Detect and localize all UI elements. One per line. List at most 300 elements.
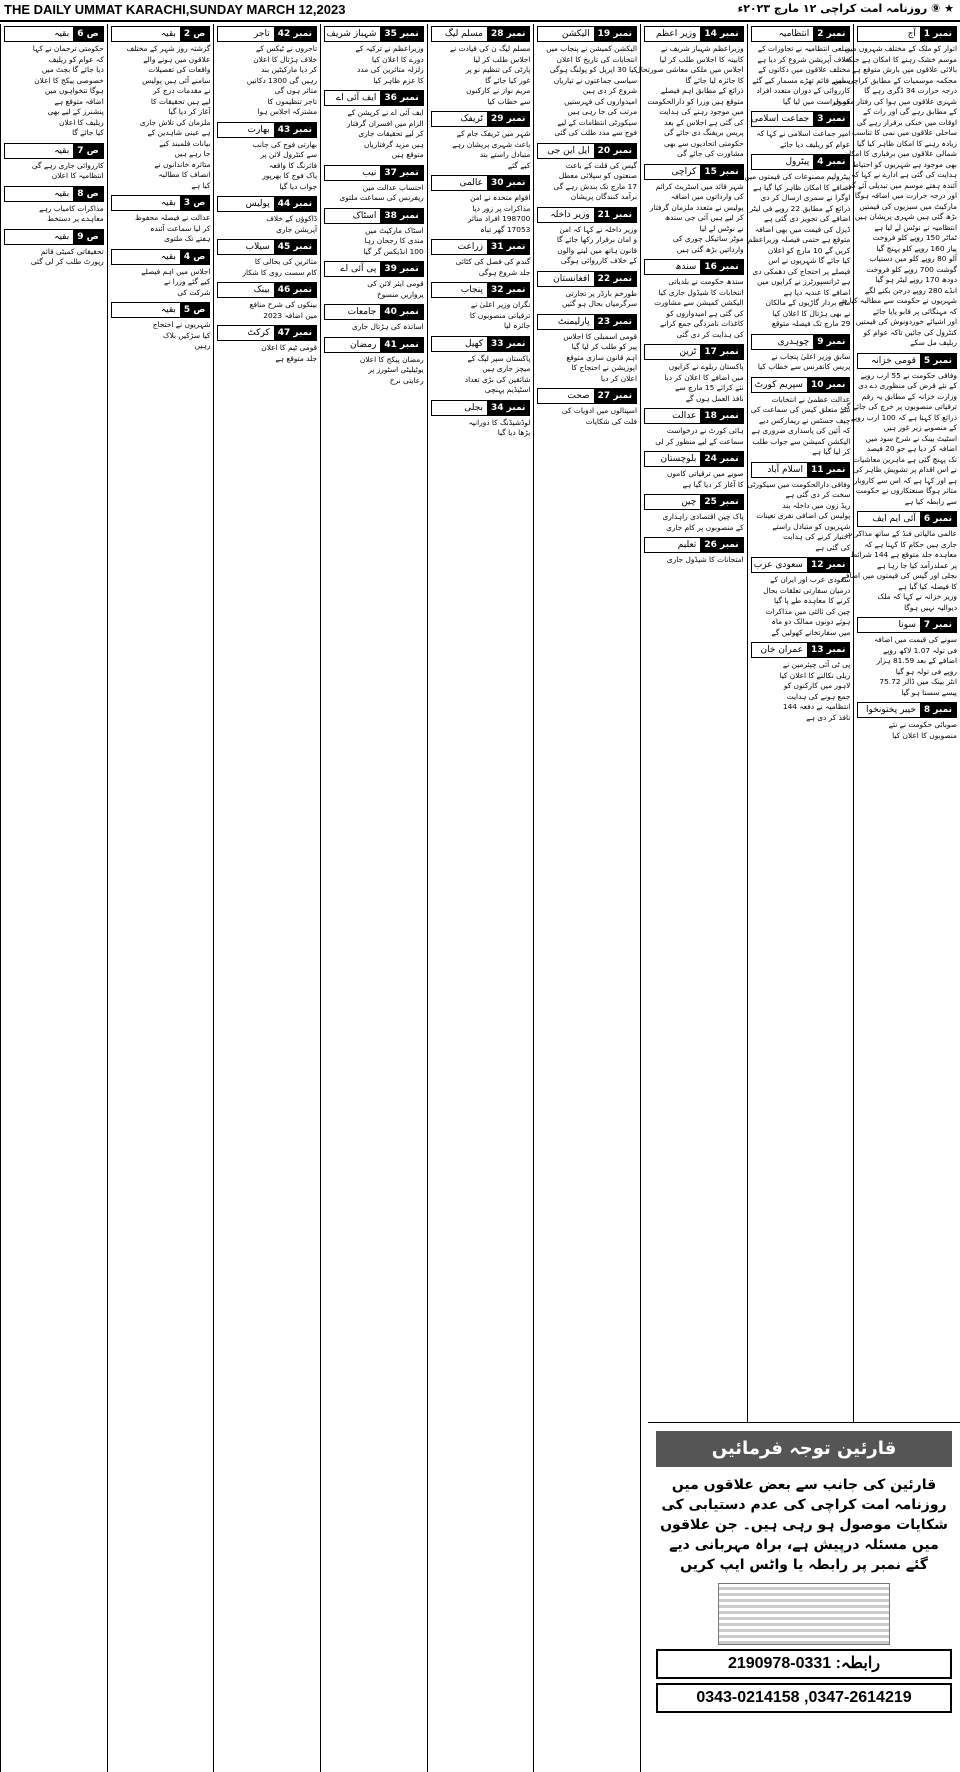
news-item-body <box>751 352 851 373</box>
news-text-line: نے اس اقدام پر تشویش ظاہر کی <box>853 465 957 474</box>
news-text-line: ہے عینی شاہدین کے <box>147 128 211 137</box>
ad-text: قارئین کی جانب سے بعض علاقوں میں روزنامہ امت کراچی کی عدم دستیابی کی شکایات موصول ہو رہی ہیں۔ جن علاقوں میں مسئلہ درپیش ہے، براہ مہربانی دیے گئے نمبر پر رابطہ یا واٹس ایپ کریں <box>660 1477 948 1573</box>
news-item-heading: افغانستان <box>553 273 590 284</box>
news-item-heading: ٹریفک <box>460 114 484 124</box>
news-text-line: اسٹیٹ بینک نے شرح سود میں <box>865 433 957 443</box>
news-text-line: اجلاس میں ملکی معاشی صورتحال <box>635 65 744 74</box>
news-text-line: بالائی علاقوں میں بارش متوقع ہے <box>852 65 957 74</box>
news-item-number: نمبر 14 <box>700 27 742 41</box>
news-text-line: 29 مارچ تک فیصلہ متوقع <box>771 319 851 328</box>
news-item <box>431 111 531 171</box>
news-text-line: غور کیا جائے گا <box>485 75 531 85</box>
news-text-line: سندھ حکومت نے بلدیاتی <box>668 277 744 286</box>
news-item-heading: پولیس <box>245 199 270 209</box>
news-item-body <box>4 161 104 182</box>
news-text-line: ایف آئی اے نے کرپشن کے <box>347 108 424 117</box>
news-item-heading: عمران خان <box>760 645 803 655</box>
news-text-line: پاکستان ریلوے نے کرایوں <box>668 362 744 371</box>
news-text-line: ریلیف کا اعلان <box>59 117 104 127</box>
news-item <box>537 143 637 203</box>
news-text-line: متوقع ہیں وزرا کو دارالحکومت <box>647 96 744 106</box>
news-item-body <box>537 225 637 267</box>
news-item-header <box>324 165 424 181</box>
news-text-line: میں سفارتخانے کھولیں گے <box>771 627 851 637</box>
news-text-line: 17053 گھر تباہ <box>480 224 531 234</box>
news-text-line: تک پہنچ گئی ہے ماہرین معاشیات <box>852 454 957 464</box>
news-item-header <box>4 26 104 42</box>
news-text-line: سیکورٹی انتظامات کے لیے <box>557 117 638 127</box>
news-item <box>217 239 317 278</box>
news-text-line: اساتذہ کی ہڑتال جاری <box>351 322 424 331</box>
news-text-line: پریس بریفنگ دی جائے گی <box>663 128 744 137</box>
news-text-line: کارروائی کے دوران متعدد افراد <box>756 86 851 95</box>
news-item-header <box>857 353 957 369</box>
news-text-line: پیٹرولیم مصنوعات کی قیمتوں میں <box>744 172 851 181</box>
news-item-header <box>431 26 531 42</box>
news-text-line: بڑھا دیا گیا <box>497 428 531 437</box>
news-text-line: اسٹاک مارکیٹ میں <box>365 225 424 235</box>
news-text-line: پولیس نے متعدد ملزمان گرفتار <box>649 202 744 212</box>
news-item <box>751 557 851 638</box>
news-text-line: سرگرمیاں بحال ہو گئیں <box>562 299 638 308</box>
news-text-line: امیدواروں کی فہرستیں <box>564 96 638 106</box>
news-text-line: میں موجود رہنے کی ہدایت <box>659 107 744 116</box>
news-text-line: و امان برقرار رکھا جائے گا <box>556 235 638 244</box>
news-text-line: کابینہ کا اجلاس طلب کر لیا <box>659 54 744 64</box>
news-item-heading: پنجاب <box>460 285 484 295</box>
news-item-body <box>431 418 531 439</box>
news-text-line: جلد متوقع ہے <box>275 353 318 363</box>
news-text-line: چین کی ثالثی میں مذاکرات <box>765 606 851 616</box>
news-text-line: نئے کرائے 15 مارچ سے <box>675 383 744 392</box>
news-item-heading: بجلی <box>464 402 484 413</box>
news-text-line: تحقیقاتی کمیٹی قائم <box>40 246 104 256</box>
news-text-line: پر عملدرآمد کیا جا رہا ہے <box>877 560 957 570</box>
news-text-line: علاقوں میں ہونے والے <box>143 54 211 64</box>
news-item-number: نمبر 19 <box>594 27 636 41</box>
news-item <box>833 26 957 349</box>
news-item-body <box>644 182 744 256</box>
news-item-heading: بقیہ <box>54 231 70 242</box>
news-text-line: فائرنگ کا واقعہ <box>268 160 318 170</box>
news-text-line: وزارت خزانہ کے مطابق یہ رقم <box>861 391 957 401</box>
news-item-heading: وزیر اعظم <box>656 29 697 39</box>
news-text-line: متوقع ہیں <box>391 150 424 159</box>
news-text-line: کہ آئین کی پاسداری ضروری ہے <box>751 426 851 435</box>
news-item-heading: الیکشن <box>561 29 590 39</box>
news-item-heading: سعودی عرب <box>753 560 803 570</box>
news-item-header <box>644 494 744 510</box>
news-text-line: باعث شہری پریشان رہے <box>452 139 531 149</box>
news-text-line: انٹر بینک میں ڈالر 75.72 <box>879 677 957 686</box>
news-text-line: کیا ہے <box>191 180 211 190</box>
news-text-line: ڈاکوؤں کے خلاف <box>266 214 318 223</box>
news-item-body <box>635 44 744 160</box>
news-item-header <box>857 511 957 527</box>
news-item <box>537 271 637 310</box>
news-text-line: صوبائی حکومت نے نئے <box>888 720 957 729</box>
news-item-header <box>857 26 957 42</box>
news-text-line: کے مطابق رہے گی اور رات کے <box>863 107 957 116</box>
news-text-line: کاغذات نامزدگی جمع کرانے <box>659 319 744 328</box>
news-item-heading: بھارت <box>247 124 270 135</box>
news-item-header <box>644 164 744 180</box>
news-item-heading: کرکٹ <box>247 328 270 338</box>
news-item-body <box>111 44 211 191</box>
news-text-line: صوبے میں ترقیاتی کاموں <box>667 469 744 478</box>
news-item-number: نمبر 17 <box>700 345 742 359</box>
news-text-line: ہے اور کہا ہے کہ اس سے کاروبار <box>853 475 957 485</box>
news-item <box>841 511 957 613</box>
news-item-body <box>4 247 104 268</box>
news-item-header <box>324 208 424 224</box>
news-text-line: بیانات قلمبند کیے <box>159 138 211 148</box>
news-item <box>431 282 531 332</box>
news-text-line: ہے ٹرانسپورٹرز نے کرایوں میں <box>756 277 851 286</box>
news-text-line: کیا سڑکیں بلاک <box>162 330 211 340</box>
news-text-line: سونے کی قیمت میں اضافہ <box>873 635 957 644</box>
news-item-body <box>431 300 531 332</box>
news-text-line: روپے فی تولہ ہو گیا <box>895 666 957 676</box>
news-text-line: مشاورت کی جائے گی <box>677 149 744 158</box>
news-text-line: اوگرا نے سمری ارسال کر دی <box>760 193 851 202</box>
news-text-line: عدالت عظمیٰ نے انتخابات <box>771 394 851 404</box>
news-text-line: گندم کی فصل کی کٹائی <box>455 257 531 266</box>
news-item-heading: پیٹرول <box>785 157 810 167</box>
masthead <box>0 0 960 22</box>
news-item <box>324 26 424 86</box>
news-item-body <box>217 300 317 321</box>
news-item-number: نمبر 20 <box>594 144 636 158</box>
news-item-header <box>751 111 851 127</box>
news-item-body <box>644 362 744 404</box>
news-item <box>537 314 637 385</box>
news-text-line: مال بردار گاڑیوں کے مالکان <box>765 298 851 307</box>
news-item-header <box>751 334 851 350</box>
news-item-header <box>217 282 317 298</box>
news-item-header <box>324 90 424 106</box>
news-text-line: مریم نواز نے کارکنوں <box>466 86 531 95</box>
news-item <box>217 282 317 321</box>
news-text-line: کے منصوبوں پر کام جاری <box>666 522 744 532</box>
news-text-line: پریس کانفرنس سے خطاب کیا <box>757 362 851 371</box>
news-item-number: ص 3 <box>180 196 210 210</box>
news-item-heading: قومی خزانہ <box>870 355 916 366</box>
news-item-body <box>324 183 424 204</box>
news-item <box>217 122 317 193</box>
news-text-line: 17 مارچ تک بندش رہے گی <box>553 181 638 191</box>
news-text-line: ضلعی انتظامیہ نے تجاوزات کے <box>757 44 851 53</box>
news-text-line: ڈیزل کی قیمت میں بھی اضافہ <box>754 224 851 234</box>
news-item-number: نمبر 12 <box>807 558 849 572</box>
news-text-line: پیسے سستا ہو گیا <box>901 687 957 697</box>
news-text-line: آپریشن جاری <box>276 224 318 234</box>
news-item-heading: جامعات <box>347 307 377 317</box>
news-item-body <box>324 355 424 387</box>
news-item-body <box>751 395 851 458</box>
news-text-line: ریفرنس کی سماعت ملتوی <box>339 193 424 202</box>
ad-phone-primary[interactable]: رابطہ: 0331-2190978 <box>656 1649 952 1679</box>
news-text-line: قومی ایئر لائن کی <box>367 279 424 288</box>
news-text-line: متاثرین کی بحالی کا <box>254 257 318 266</box>
news-item-number: نمبر 44 <box>274 197 316 211</box>
news-text-line: زیادہ رہنے کا امکان ظاہر کیا گیا <box>856 138 957 148</box>
news-text-line: ذرائع کے مطابق 22 روپے فی لیٹر <box>749 203 851 213</box>
news-item-heading: سپریم کورٹ <box>754 379 803 390</box>
news-item-body <box>537 289 637 310</box>
news-text-line: جواب دیا گیا <box>279 181 318 191</box>
news-text-line: ہوگا تنخواہوں میں <box>44 86 104 95</box>
news-text-line: گزشتہ روز شہر کے مختلف <box>126 44 211 53</box>
news-item-body <box>644 512 744 533</box>
news-item-header <box>4 229 104 245</box>
news-item-number: نمبر 39 <box>380 262 422 276</box>
news-item <box>111 26 211 191</box>
news-item-header <box>751 154 851 170</box>
news-text-line: دیوالیہ نہیں ہوگا <box>904 602 957 612</box>
news-item <box>644 164 744 256</box>
news-text-line: کے نئے قرض کی منظوری دے دی <box>858 381 957 390</box>
news-text-line: شرکت کی <box>177 287 211 297</box>
news-item-header <box>324 337 424 353</box>
news-text-line: اجلاس طلب کر لیا <box>473 54 531 64</box>
news-item-number: نمبر 40 <box>380 305 422 319</box>
news-item-body <box>217 257 317 278</box>
news-text-line: کر لیے تحقیقات جاری <box>358 129 424 138</box>
news-item-heading: بقیہ <box>160 305 176 315</box>
news-text-line: ہوئے دونوں ممالک دو ماہ <box>771 617 851 626</box>
news-text-line: رہیں <box>194 341 211 350</box>
news-item <box>751 334 851 373</box>
news-text-line: امتحانات کا شیڈول جاری <box>666 555 744 564</box>
news-text-line: متبادل راستے بند <box>479 150 531 159</box>
news-item-body <box>431 129 531 171</box>
news-text-line: شائقین کی بڑی تعداد <box>464 374 531 384</box>
news-text-line: مذاکرات کامیاب رہے <box>39 203 104 213</box>
news-text-line: کام سست روی کا شکار <box>242 267 318 277</box>
news-text-line: انتظامیہ نے نوٹس لے لیا ہے <box>874 222 957 232</box>
news-text-line: الیکشن کمیشن سے جواب طلب <box>752 436 851 446</box>
news-item <box>4 229 104 268</box>
news-item-body <box>111 213 211 245</box>
news-text-line: امیر جماعت اسلامی نے کہا کہ <box>756 129 851 138</box>
news-text-line: سامنے آئی ہیں پولیس <box>142 75 211 85</box>
news-item-body <box>537 44 637 139</box>
news-item-header <box>751 462 851 478</box>
news-item-number: نمبر 16 <box>700 260 742 274</box>
news-text-line: کا فیصلہ کیا گیا ہے <box>898 581 957 591</box>
news-text-line: انتخابات کا شیڈول جاری کیا <box>658 287 744 297</box>
news-text-line: انتظامیہ کا اعلان <box>51 171 104 180</box>
news-text-line: مرتب کی جا رہی ہیں <box>567 107 638 116</box>
news-item <box>644 344 744 404</box>
news-item <box>324 304 424 333</box>
news-item-number: ص 9 <box>73 230 103 244</box>
news-item-number: نمبر 28 <box>487 27 529 41</box>
news-item-heading: ایف آئی اے <box>336 93 377 103</box>
news-text-line: سامنے قائم تھڑے مسمار کیے گئے <box>752 75 851 85</box>
news-text-line: حکومتی اتحادیوں سے بھی <box>663 138 744 148</box>
news-text-line: رمضان پیکج کا اعلان <box>359 354 424 364</box>
news-item-header <box>644 26 744 42</box>
news-item-heading: مسلم لیگ <box>444 29 484 39</box>
news-item-number: نمبر 24 <box>700 452 742 466</box>
news-item-number: نمبر 26 <box>700 538 742 552</box>
news-text-line: جاری ہیں حکام کا کہنا ہے کہ <box>864 539 957 549</box>
news-text-line: کے منصوبے زیر غور ہیں <box>883 423 957 432</box>
ad-phone-secondary[interactable]: 0347-2614219, 0343-0214158 <box>656 1683 952 1713</box>
news-item <box>4 143 104 182</box>
news-item <box>324 165 424 204</box>
news-item-number: نمبر 38 <box>380 209 422 223</box>
news-item-body <box>324 108 424 161</box>
news-text-line: کارروائی جاری رہے گی <box>31 160 104 170</box>
news-text-line: رپورٹ طلب کر لی گئی <box>30 257 104 266</box>
news-text-line: درجہ حرارت 34 ڈگری رہے گا <box>864 86 957 95</box>
news-text-line: مارکیٹ میں سبزیوں کی قیمتیں <box>859 201 957 211</box>
news-item-heading: سونا <box>898 620 916 630</box>
news-item-number: ص 2 <box>180 27 210 41</box>
news-text-line: 198700 افراد متاثر <box>467 214 531 223</box>
news-item <box>537 388 637 427</box>
news-text-line: وزیراعظم شہباز شریف نے <box>660 44 744 53</box>
news-column <box>0 24 107 1772</box>
news-item-header <box>751 642 851 658</box>
news-text-line: معاہدہ جلد متوقع ہے 144 شرائط <box>850 550 957 559</box>
news-item-header <box>537 388 637 404</box>
news-item-header <box>751 377 851 393</box>
news-text-line: حکومتی ترجمان نے کہا <box>32 44 104 53</box>
news-item-heading: چین <box>681 497 697 507</box>
news-text-line: اضافے کے بعد 81.59 ہزار <box>876 656 957 665</box>
news-text-line: سخت کر دی گئی ہے <box>785 490 851 499</box>
news-text-line: الیکشن کمیشن سے مشاورت <box>654 298 744 307</box>
news-text-line: سے کنٹرول لائن پر <box>260 150 318 159</box>
news-text-line: اور درجہ حرارت میں اضافہ ہوگا <box>854 191 957 200</box>
news-item <box>431 400 531 439</box>
news-item-number: نمبر 2 <box>813 27 849 41</box>
news-item-number: نمبر 47 <box>274 326 316 340</box>
news-text-line: ہیں مزید گرفتاریاں <box>363 139 424 149</box>
news-item-number: نمبر 22 <box>594 272 636 286</box>
news-item-number: نمبر 41 <box>380 338 422 352</box>
news-text-line: عدالت نے فیصلہ محفوظ <box>135 213 211 222</box>
news-text-line: ملزمان کی تلاش جاری <box>139 117 211 127</box>
news-item-header <box>751 26 851 42</box>
news-item <box>111 249 211 299</box>
news-item-number: نمبر 15 <box>700 165 742 179</box>
news-text-line: چیف جسٹس نے ریمارکس دیے <box>758 415 851 425</box>
news-item-body <box>644 469 744 490</box>
news-text-line: گیس کی قلت کے باعث <box>565 160 638 170</box>
news-item <box>751 642 851 723</box>
news-text-line: ہدایت کی گئی ہے ادارے نے کہا کہ <box>851 170 957 179</box>
news-text-line: اضافے کی تجویز دی گئی ہے <box>764 214 851 223</box>
news-item-header <box>857 702 957 718</box>
news-text-line: قلت کی شکایات <box>585 416 638 426</box>
news-text-line: صنعتوں کو سپلائی معطل <box>558 171 638 180</box>
news-text-line: کیا جائے گا <box>72 128 104 137</box>
news-item-number: نمبر 29 <box>487 112 529 126</box>
news-item-header <box>644 344 744 360</box>
news-text-line: بینکوں کی شرح منافع <box>249 300 318 309</box>
news-text-line: میں اضافہ 2023 <box>263 310 318 320</box>
masthead-english-title: THE DAILY UMMAT KARACHI,SUNDAY MARCH 12,2023 <box>4 2 346 17</box>
news-text-line: دیا جائے گا بجٹ میں <box>41 65 104 74</box>
news-text-line: کی ہدایت کر دی گئی <box>676 329 744 339</box>
news-item-header <box>537 314 637 330</box>
news-item <box>324 208 424 258</box>
news-item-body <box>841 529 957 613</box>
news-text-line: الیکشن کمیشن نے پنجاب میں <box>546 44 638 53</box>
news-item-number: نمبر 46 <box>274 283 316 297</box>
news-text-line: وزیر خزانہ نے کہا کہ ملک <box>877 592 957 601</box>
news-item-body <box>217 44 317 118</box>
news-text-line: اسٹیڈیم پہنچی <box>484 385 531 394</box>
news-item-heading: بینک <box>253 285 270 295</box>
news-item-body <box>751 129 851 150</box>
news-item-heading: بقیہ <box>160 29 176 39</box>
news-item-header <box>324 26 424 42</box>
news-item-body <box>644 277 744 340</box>
news-item-heading: نیب <box>362 167 377 178</box>
news-item <box>4 186 104 225</box>
news-item-body <box>324 226 424 258</box>
news-text-line: شہریوں نے حکومت سے مطالبہ کیا ہے <box>838 296 957 305</box>
news-item-number: نمبر 32 <box>487 283 529 297</box>
news-item <box>644 408 744 447</box>
news-item-number: ص 7 <box>73 144 103 158</box>
news-item-body <box>747 479 851 554</box>
news-item-heading: چوہدری <box>777 336 810 347</box>
news-text-line: میچز جاری ہیں <box>482 364 531 373</box>
news-item-header <box>537 26 637 42</box>
news-item-number: نمبر 35 <box>380 27 422 41</box>
news-text-line: انتخابات کی تاریخ کا اعلان <box>556 54 638 64</box>
news-item-heading: بقیہ <box>160 251 176 262</box>
news-text-line: کر لیا سماعت آئندہ <box>150 223 211 233</box>
news-item-heading: شہباز شریف <box>326 29 377 39</box>
news-text-line: زلزلہ متاثرین کی مدد <box>357 65 424 74</box>
news-item-heading: رمضان <box>350 339 377 350</box>
news-item-body <box>857 720 957 741</box>
news-item-header <box>111 302 211 318</box>
news-item <box>217 325 317 364</box>
news-text-line: بھی موجود ہے شہریوں کو احتیاط کی <box>840 159 957 169</box>
news-text-line: سماعت کے لیے منظور کر لی <box>655 436 744 446</box>
news-item <box>431 336 531 396</box>
news-item-header <box>644 537 744 553</box>
news-text-line: ساحلی علاقوں میں نمی کا تناسب <box>851 128 957 137</box>
news-text-line: اضافہ کر دیا ہے جو 20 فیصد <box>866 444 957 453</box>
news-item-header <box>431 239 531 255</box>
news-item-header <box>537 271 637 287</box>
news-text-line: نے مقدمات درج کر <box>152 86 211 95</box>
news-text-line: مختلف علاقوں میں دکانوں کے <box>758 65 851 74</box>
news-text-line: پیر کو طلب کر لیا گیا <box>571 342 638 351</box>
news-item-body <box>111 267 211 299</box>
news-item-header <box>111 195 211 211</box>
news-text-line: میں اضافے کا اعلان کر دیا <box>664 372 744 382</box>
news-text-line: ریلیف مل سکے <box>910 338 957 347</box>
news-item-heading: عدالت <box>672 411 697 421</box>
news-text-line: اختیار کرنے کی ہدایت <box>783 532 851 541</box>
news-text-line: شہریوں نے احتجاج <box>152 320 211 329</box>
news-text-line: نافذ کر دی ہے <box>806 712 851 722</box>
news-item-body <box>644 555 744 566</box>
news-text-line: لوڈشیڈنگ کا دورانیہ <box>468 417 531 427</box>
news-text-line: بھارتی فوج کی جانب <box>252 139 318 149</box>
